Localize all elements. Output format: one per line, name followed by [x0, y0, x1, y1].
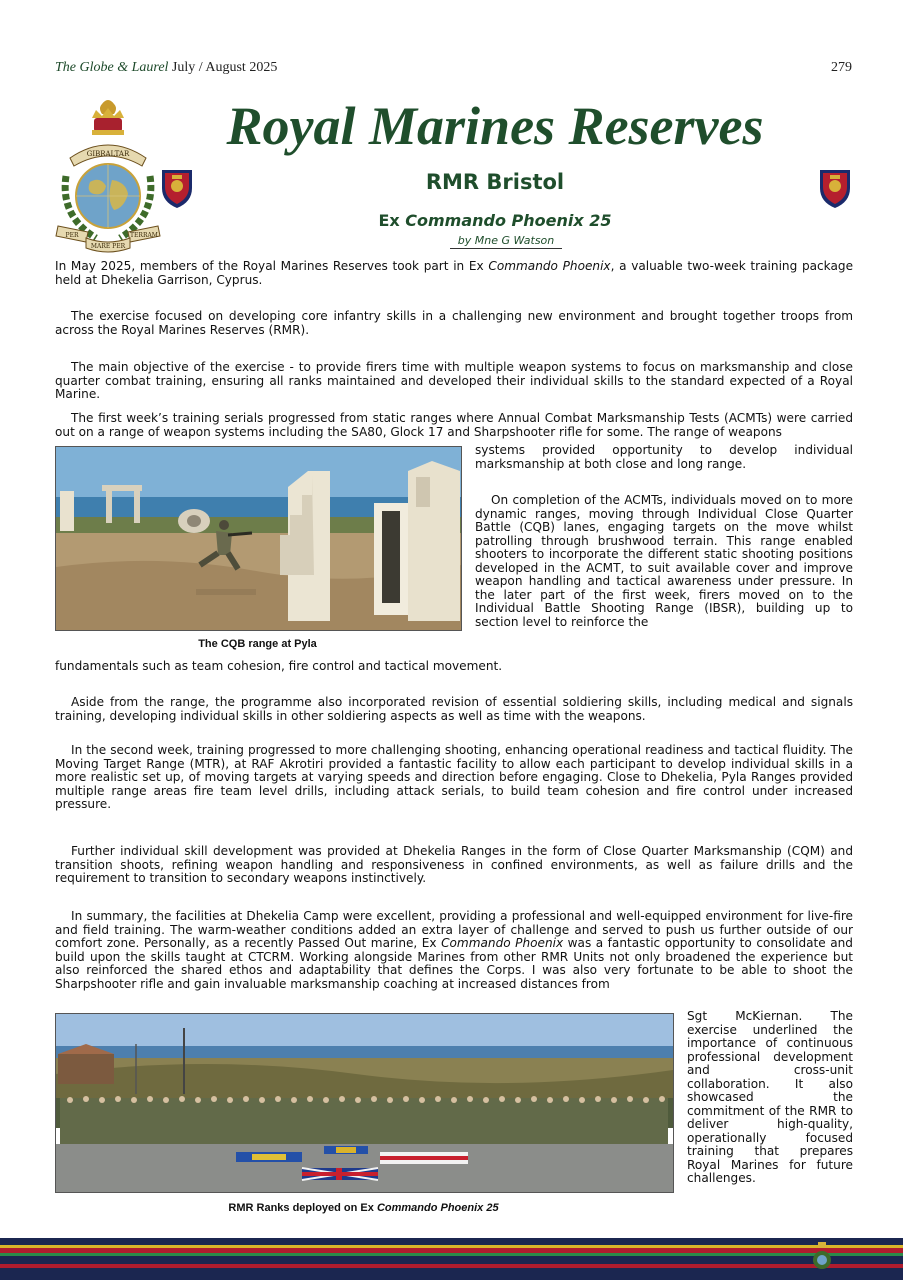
paragraph-6: [55, 696, 853, 723]
p1-text-a: In May 2025, members of the Royal Marines Reserves took part in Ex: [55, 259, 489, 273]
p7-text: In the second week, training progressed to more challenging shooting, enhancing operational readiness and tactical fluidity. The Moving Target Range (MTR), at RAF Akrotiri provided a fantastic facility to allow each participant to develop individual skills in a more realistic set up, of moving targets at varying speeds and direction before engaging. Close to Dhekelia, Pyla Ranges provided multiple range areas fire team level drills, including attack serials, to build team cohesion and fire control under increased pressure.: [55, 743, 853, 811]
exercise-prefix: Ex: [378, 211, 406, 230]
p2-text: The exercise focused on developing core infantry skills in a challenging new environment and brought together troops from across the Royal Marines Reserves (RMR).: [55, 309, 853, 337]
paragraph-2: [55, 310, 853, 337]
scroll-right-text: TERRAM: [130, 232, 158, 239]
paragraph-9: [55, 910, 853, 991]
rmr-shield-icon-right: [818, 168, 852, 210]
troops-row: [60, 1098, 668, 1144]
paragraph-8: [55, 845, 853, 886]
footer-band: [0, 1238, 903, 1280]
p5-text: On completion of the ACMTs, individuals moved on to more dynamic ranges, moving through Individual Close Quarter Battle (CQB) lanes, engaging targets on the move whilst patrolling through brushwood terrain. This range enabled shooters to incorporate the different static shooting positions developed in the ACMT, to suit available cover and improve weapon handling and tactical awareness under pressure. In the later part of the first week, firers moved on to the Individual Battle Shooting Range (IBSR), building up to section level to reinforce the: [475, 493, 853, 629]
scroll-left-text: PER: [65, 232, 79, 239]
exercise-name: Commando Phoenix 25: [405, 211, 612, 230]
photo2-caption: [55, 1202, 672, 1214]
p6-text: Aside from the range, the programme also incorporated revision of essential soldiering skills, including medical and signals training, developing individual skills in other soldiering aspects as well as time with the weapons.: [55, 695, 853, 723]
p1-emphasis: Commando Phoenix: [488, 259, 611, 273]
running-header: [55, 60, 277, 76]
paragraph-4: [55, 412, 853, 439]
paragraph-5: [475, 494, 853, 629]
paragraph-5-continued: fundamentals such as team cohesion, fire control and tactical movement.: [55, 659, 503, 673]
publication-name: The Globe & Laurel: [55, 60, 169, 75]
scroll-mid-text: MARE PER: [90, 243, 126, 250]
paragraph-1: [55, 260, 853, 287]
photo2-caption-text: RMR Ranks deployed on Ex: [228, 1202, 377, 1214]
scroll-top-text: GIBRALTAR: [86, 150, 130, 158]
p9-text-a: In summary, the facilities at Dhekelia Camp were excellent, providing a professional and well-equipped environment for live-fire and field training. The warm-weather conditions added an extra layer of challenge and served to push us further outside of our comfort zone. Personally, as a recently Passed Out marine, Ex: [55, 909, 853, 950]
page-number: 279: [831, 60, 852, 75]
p9-emphasis: Commando Phoenix: [441, 936, 564, 950]
byline: by Mne G Watson: [450, 234, 562, 249]
rmr-shield-icon-left: [160, 168, 194, 210]
photo1-caption: The CQB range at Pyla: [198, 638, 317, 650]
issue-date: July / August 2025: [171, 60, 278, 75]
paragraph-3: [55, 361, 853, 402]
p9-text-b: was a fantastic opportunity to consolidate and build upon the skills taught at CTCRM. Working alongside Marines from other RMR Units not only broadened the experience but also reinforced the shared ethos and adaptability that defines the Corps. I was also very fortunate to be able to shoot the Sharpshooter rifle and gain invaluable marksmanship coaching at increased distances from: [55, 936, 853, 991]
p8-text: Further individual skill development was provided at Dhekelia Ranges in the form of Close Quarter Marksmanship (CQM) and transition shoots, refining weapon handling and responsiveness in confined environments, as well as failure drills and the requirement to transition to secondary weapons instinctively.: [55, 844, 853, 885]
p4-text: The first week’s training serials progressed from static ranges where Annual Combat Marksmanship Tests (ACMTs) were carried out on a range of weapon systems including the SA80, Glock 17 and Sharpshooter rifle for some. The range of weapons: [55, 411, 853, 439]
rmr-group-photo: [55, 1013, 674, 1193]
exercise-heading: [300, 211, 690, 230]
p3-text: The main objective of the exercise - to provide firers time with multiple weapon systems to focus on marksmanship and close quarter combat training, ensuring all ranks maintained and developed their individual skills to the standard expected of a Royal Marine.: [55, 360, 853, 401]
paragraph-9-continued: Sgt McKiernan. The exercise underlined the importance of continuous professional development and cross-unit collaboration. It also showcased the commitment of the RMR to deliver high-quality, operationally focused training that prepares Royal Marines for future challenges.: [687, 1009, 853, 1185]
paragraph-4-continued: systems provided opportunity to develop individual marksmanship at both close and long range.: [475, 443, 853, 471]
unit-heading: RMR Bristol: [425, 170, 565, 194]
globe-and-laurel-emblem: [52, 96, 164, 256]
p1-text-b: , a valuable two-week training package held at Dhekelia Garrison, Cyprus.: [55, 259, 854, 287]
paragraph-7: [55, 744, 853, 812]
photo2-caption-emphasis: Commando Phoenix 25: [376, 1202, 499, 1214]
cqb-range-photo: [55, 446, 462, 631]
lion-crown-icon: [92, 100, 124, 135]
page-title: Royal Marines Reserves: [226, 96, 764, 156]
